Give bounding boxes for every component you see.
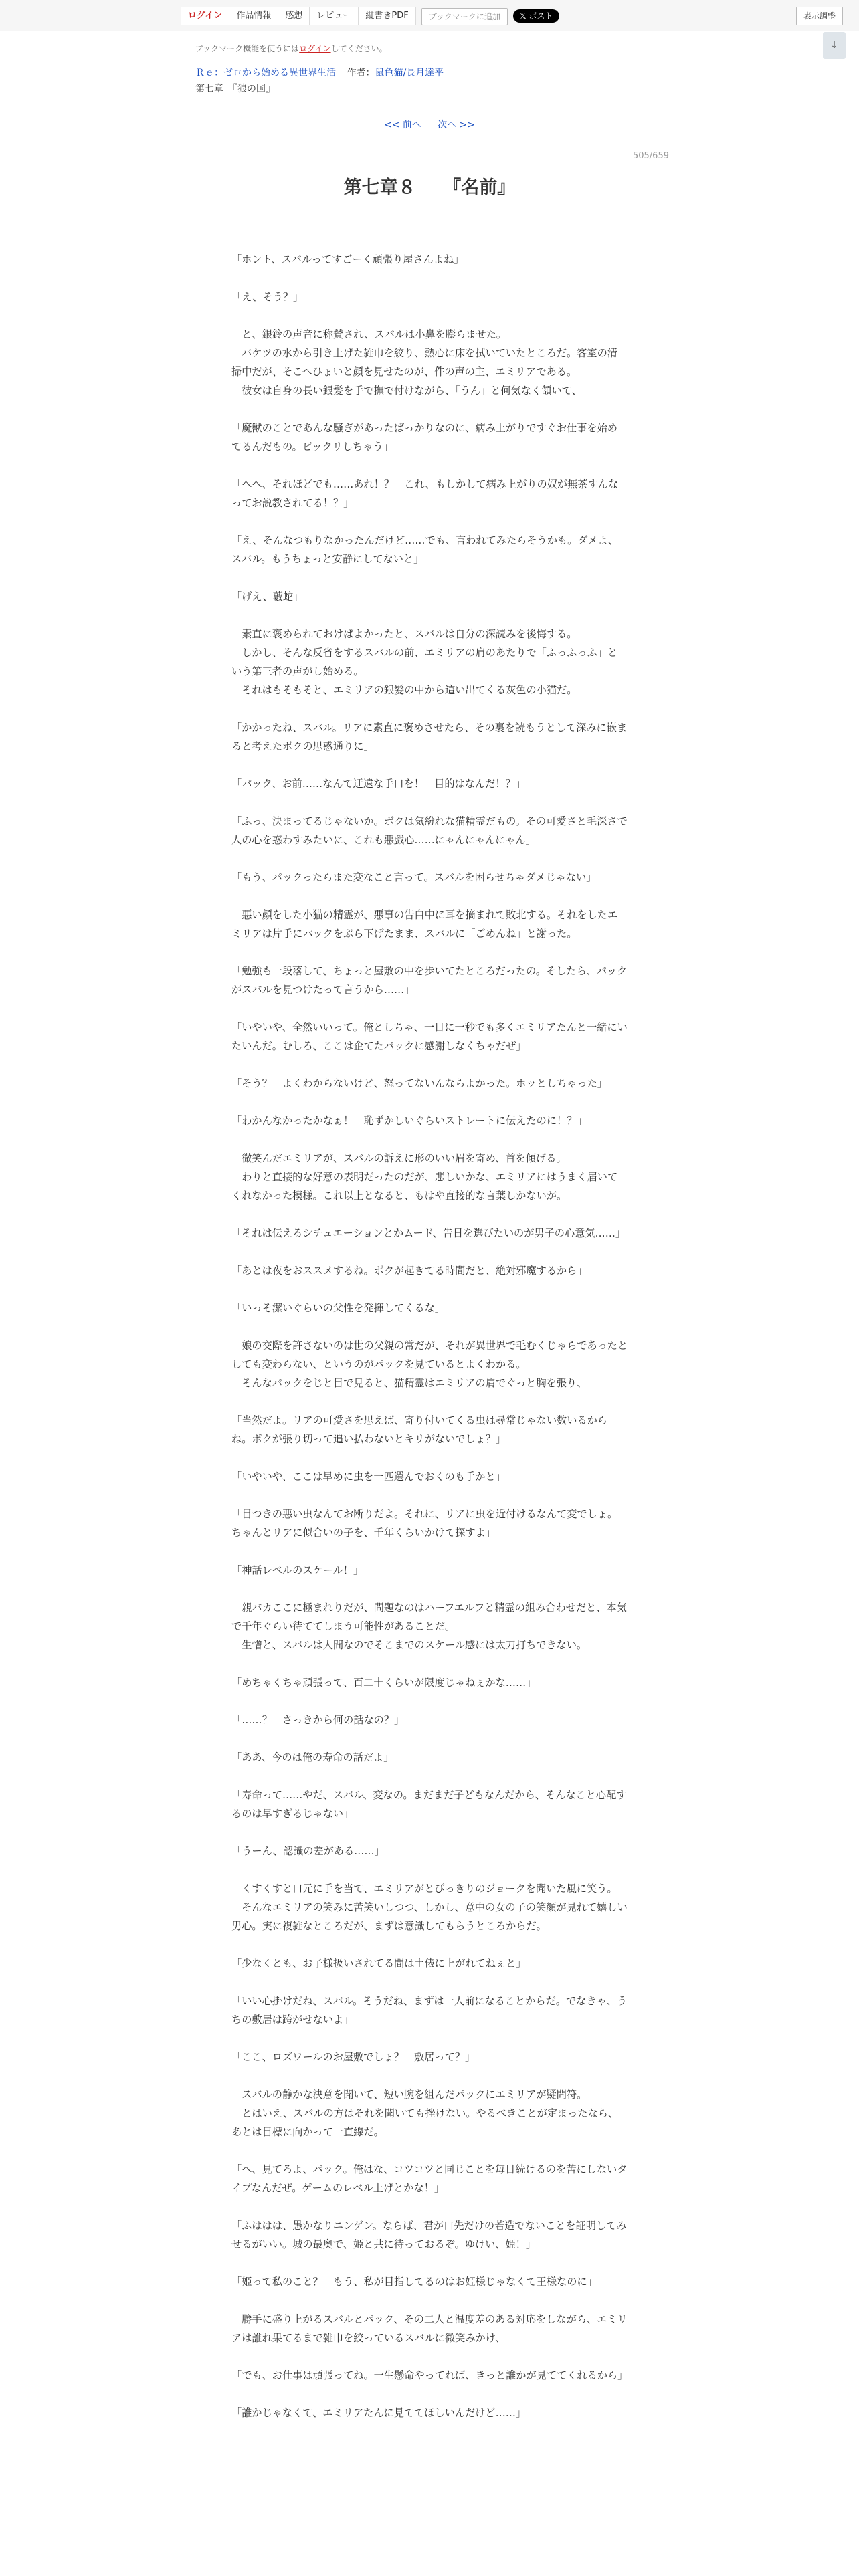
body-paragraph: 「ふははは、愚かなりニンゲン。ならば、君が口先だけの若造でないことを証明してみせるがいい。城の最奥で、姫と共に待っておるぞ。ゆけい、姫！」 [231,2220,627,2250]
body-paragraph: 「少なくとも、お子様扱いされてる間は土俵に上がれてねぇと」 [231,1957,527,1969]
body-paragraph: 「いやいや、全然いいって。俺としちゃ、一日に一秒でも多くエミリアたんと一緒にいたいんだ。むしろ、ここは企てたパックに感謝しなくちゃだぜ」 [231,1021,628,1052]
body-paragraph: 「……？ さっきから何の話なの？」 [231,1714,405,1726]
body-paragraph: 「めちゃくちゃ頑張って、百二十くらいが限度じゃねぇかな……」 [231,1677,537,1689]
body-paragraph: 悪い顔をした小猫の精霊が、悪事の告白中に耳を摘まれて敗北する。それをしたエミリアは片手にパックをぶら下げたまま、スバルに「ごめんね」と謝った。 [231,909,618,940]
body-paragraph: 「うーん、認識の差がある……」 [231,1845,385,1857]
body-paragraph: 「ホント、スバルってすごーく頑張り屋さんよね」 [231,253,464,265]
notice-text-before: ブックマーク機能を使うには [195,44,300,53]
scroll-down-icon[interactable]: ↓ [823,32,846,59]
author-link[interactable]: 鼠色猫/長月達平 [375,68,444,78]
body-paragraph: 「神話レベルのスケール！」 [231,1564,364,1576]
body-paragraph: 「当然だよ。リアの可愛さを思えば、寄り付いてくる虫は尋常じゃない数いるからね。ボクが張り切って追い払わないとキリがないでしょ？」 [231,1414,607,1445]
vertical-pdf-link[interactable]: 縦書きPDF [358,7,415,25]
review-link[interactable]: レビュー [309,7,358,25]
body-paragraph: 「パック、お前……なんて迂遠な手口を！ 目的はなんだ！？」 [231,778,526,790]
body-paragraph: 微笑んだエミリアが、スバルの訴えに形のいい眉を寄め、首を傾げる。 わりと直接的な好意の表明だったのだが、悲しいかな、エミリアにはうまく届いてくれなかった模様。これ以上となると、もはや直接的な言葉しかないが。 [231,1152,618,1202]
chapter-name: 第七章 『狼の国』 [195,84,275,94]
work-info-link[interactable]: 作品情報 [229,7,278,25]
novel-body [231,250,628,2441]
add-bookmark-button[interactable]: ブックマークに追加 [421,8,508,25]
body-paragraph: と、銀鈴の声音に称賛され、スバルは小鼻を膨らませた。 バケツの水から引き上げた雑巾を絞り、熱心に床を拭いていたところだ。客室の清掃中だが、そこへひょいと顔を見せたのが、件の声の主、エミリアである。 彼女は自身の長い銀髪を手で撫で付けながら、「うん」と何気なく頷いて、 [231,328,617,397]
display-settings-button[interactable]: 表示調整 [796,7,843,25]
body-paragraph: 「へ、見てろよ、パック。俺はな、コツコツと同じことを毎日続けるのを苦にしないタイプなんだぜ。ゲームのレベル上げとかな！」 [231,2163,628,2194]
body-paragraph: 「あとは夜をおススメするね。ボクが起きてる時間だと、絶対邪魔するから」 [231,1265,587,1277]
body-paragraph: 「勉強も一段落して、ちょっと屋敷の中を歩いてたところだったの。そしたら、パックがスバルを見つけたって言うから……」 [231,965,628,996]
pager [0,118,859,131]
body-paragraph: 「でも、お仕事は頑張ってね。一生懸命やってれば、きっと誰かが見ててくれるから」 [231,2369,628,2381]
episode-title: 第七章８ 『名前』 [343,177,516,198]
body-paragraph: 「ふっ、決まってるじゃないか。ボクは気紛れな猫精霊だもの。その可愛さと毛深さで人の心を惑わすみたいに、これも悪戯心……にゃんにゃんにゃん」 [231,815,628,846]
main-nav [181,7,559,25]
body-paragraph: 「え、そんなつもりなかったんだけど……でも、言われてみたらそうかも。ダメよ、スバル。もうちょっと安静にしてないと」 [231,534,619,565]
bookmark-notice [195,43,387,54]
series-info [195,66,444,79]
body-paragraph: 親バカここに極まれりだが、問題なのはハーフエルフと精霊の組み合わせだと、本気で千年ぐらい待ててしまう可能性があることだ。 生憎と、スバルは人間なのでそこまでのスケール感には太刀打ちできない。 [231,1602,627,1651]
body-paragraph: 「ああ、今のは俺の寿命の話だよ」 [231,1751,394,1763]
body-paragraph: 「ここ、ロズワールのお屋敷でしょ？ 敷居って？」 [231,2051,476,2063]
body-paragraph: 「いっそ潔いぐらいの父性を発揮してくるな」 [231,1302,445,1314]
body-paragraph: 「もう、パックったらまた変なこと言って。スバルを困らせちゃダメじゃない」 [231,871,597,883]
next-page-link[interactable]: 次へ >> [438,120,476,130]
page-number: 505/659 [632,151,669,161]
body-paragraph: 「姫って私のこと？ もう、私が目指してるのはお姫様じゃなくて王様なのに」 [231,2276,597,2288]
body-paragraph: 「わかんなかったかなぁ！ 恥ずかしいぐらいストレートに伝えたのに！？」 [231,1115,587,1127]
body-paragraph: 勝手に盛り上がるスバルとパック、その二人と温度差のある対応をしながら、エミリアは誰れ果てるまで雑巾を絞っているスバルに微笑みかけ、 [231,2313,628,2344]
body-paragraph: 「魔獣のことであんな騒ぎがあったばっかりなのに、病み上がりですぐお仕事を始めてるんだもの。ビックリしちゃう」 [231,422,617,453]
body-paragraph: 「誰かじゃなくて、エミリアたんに見ててほしいんだけど……」 [231,2407,527,2419]
body-paragraph: 「いい心掛けだね、スバル。そうだね、まずは一人前になることからだ。でなきゃ、うちの敷居は跨がせないよ」 [231,1995,628,2026]
prev-page-link[interactable]: << 前へ [383,120,421,130]
body-paragraph: 「へへ、それほどでも……あれ！？ これ、もしかして病み上がりの奴が無茶すんなってお説教されてる！？」 [231,478,619,509]
body-paragraph: 「かかったね、スバル。リアに素直に褒めさせたら、その裏を読もうとして深みに嵌まると考えたボクの思惑通りに」 [231,722,628,752]
notice-login-link[interactable]: ログイン [299,44,331,53]
body-paragraph: くすくすと口元に手を当て、エミリアがとびっきりのジョークを聞いた風に笑う。 そんなエミリアの笑みに苦笑いしつつ、しかし、意中の女の子の笑顔が見れて嬉しい男心。実に複雑なところだが、まずは意識してもらうところからだ。 [231,1883,628,1932]
body-paragraph: 「いやいや、ここは早めに虫を一匹選んでおくのも手かと」 [231,1471,506,1483]
notice-text-after: してください。 [330,44,387,53]
series-title-link[interactable]: Ｒｅ：ゼロから始める異世界生活 [195,68,336,78]
body-paragraph: 「げえ、藪蛇」 [231,591,304,603]
body-paragraph: 素直に褒められておけばよかったと、スバルは自分の深読みを後悔する。 しかし、そんな反省をするスバルの前、エミリアの肩のあたりで「ふっふっふ」という第三者の声がし始める。 それはもそもそと、エミリアの銀髪の中から這い出てくる灰色の小猫だ。 [231,628,618,696]
body-paragraph: 「目つきの悪い虫なんてお断りだよ。それに、リアに虫を近付けるなんて変でしょ。ちゃんとリアに似合いの子を、千年くらいかけて探すよ」 [231,1508,618,1539]
login-link[interactable]: ログイン [181,7,229,25]
x-post-button[interactable]: 𝕏 ポスト [513,9,559,23]
body-paragraph: 「寿命って……やだ、スバル、変なの。まだまだ子どもなんだから、そんなこと心配するのは早すぎるじゃない」 [231,1789,627,1820]
impressions-link[interactable]: 感想 [278,7,309,25]
body-paragraph: 「そう？ よくわからないけど、怒ってないんならよかった。ホッとしちゃった」 [231,1077,607,1089]
body-paragraph: 「え、そう？」 [231,291,304,303]
body-paragraph: スバルの静かな決意を聞いて、短い腕を組んだパックにエミリアが疑問符。 とはいえ、スバルの方はそれを聞いても挫けない。やるべきことが定まったなら、あとは目標に向かって一直線だ。 [231,2088,619,2138]
body-paragraph: 娘の交際を許さないのは世の父親の常だが、それが異世界で毛むくじゃらであったとしても変わらない、というのがパックを見ているとよくわかる。 そんなパックをじと目で見ると、猫精霊はエミリアの肩でぐっと胸を張り、 [231,1339,628,1389]
body-paragraph: 「それは伝えるシチュエーションとかムード、告日を選びたいのが男子の心意気……」 [231,1227,626,1239]
author-label: 作者： [347,68,375,78]
top-bar [0,0,859,31]
